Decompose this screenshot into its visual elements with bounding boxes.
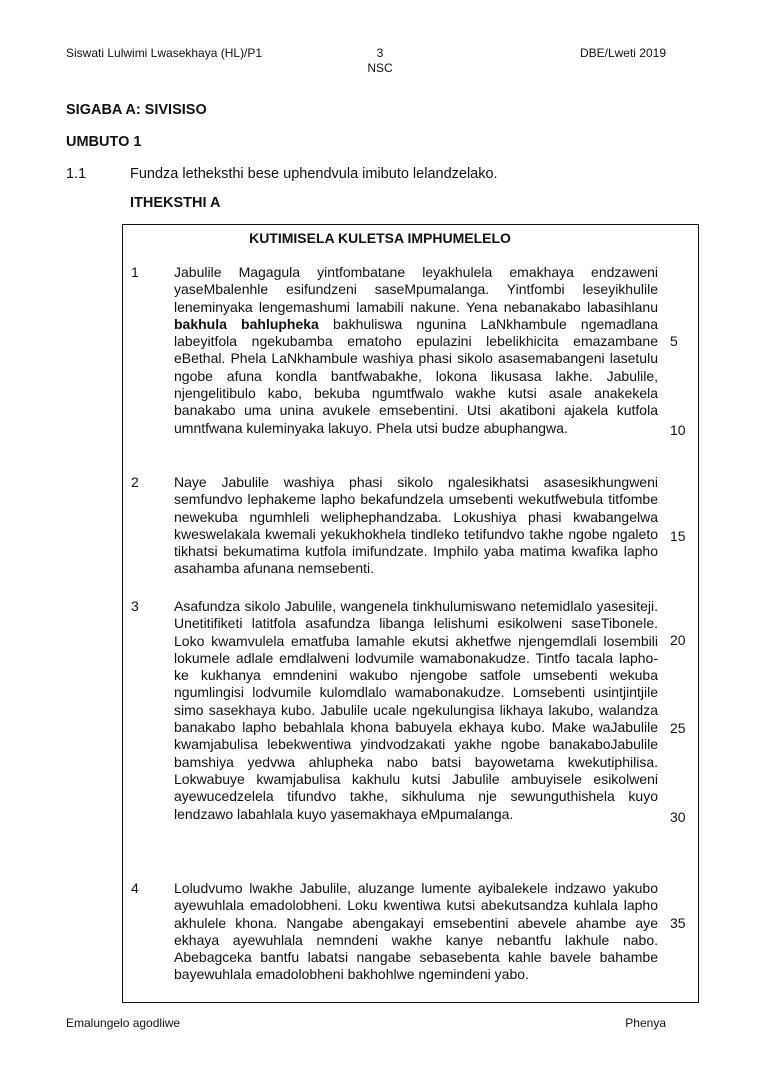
line-number: 20 xyxy=(670,632,686,648)
footer-turn-over: Phenya xyxy=(625,1016,666,1030)
paragraph-number: 1 xyxy=(131,264,139,280)
paragraph-text-part: Jabulile Magagula yintfombatane leyakhulela emakhaya endzaweni yaseMbalenhle esifundzeni saseMpumalanga. Yintfombi leseyikhulile leneminyaka lengemashumi lamabili nakune. Yena nebanakabo labasihlanu xyxy=(174,264,658,315)
header-board: NSC xyxy=(367,61,393,75)
instruction-number: 1.1 xyxy=(66,166,87,182)
line-number: 10 xyxy=(670,422,686,438)
paragraph-text: Loludvumo lwakhe Jabulile, aluzange lumente ayibalekele indzawo yakubo ayewuhlala emadolobheni. Loku kwentiwa kutsi abekutsandza kuhlala lapho akhulele khona. Nangabe abengakayi emsebentini abevele ahambe aye ekhaya ayewuhlala nemndeni wakhe kanye nebantfu lakhule nabo. Abebagceka bantfu labatsi nangabe sebasebenta kahle bavele bahambe bayewuhlala emadolobheni bakhohlwe ngemindeni yabo. xyxy=(174,880,658,983)
paragraph-text: Naye Jabulile washiya phasi sikolo ngalesikhatsi asasesikhungweni semfundvo lephakeme lapho bekafundzela umsebenti wekutfwebula titfombe newekuba ngumhleli weliphephandzaba. Lokushiya phasi kwabangelwa kweswelakala kwemali yekukhokhela tindleko tetifundvo takhe ngobe ngaleto tikhatsi bekumatima kutfola imifundzate. Imphilo yaba matima kwafika lapho asahamba afunana nemsebenti. xyxy=(174,474,658,577)
line-number: 30 xyxy=(670,809,686,825)
paragraph-text-part: bakhuliswa ngunina LaNkhambule ngemadlana labeyitfola ngekubamba ematoho epulazini lebelikhicita emazambane eBethal. Phela LaNkhambule washiya phasi sikolo asasemabangeni lasetulu ngobe afuna kondla bantfwabakhe, lokona likusasa lakhe. Jabulile, njengelitibulo kabo, bekuba ngumtfwalo wakhe kutsi asale anakekela banakabo uma unina avukele emsebentini. Utsi akatiboni ajakela kutfola umntfwana kuleminyaka lakuyo. Phela utsi budze abuphangwa. xyxy=(174,315,658,436)
paragraph-text: Asafundza sikolo Jabulile, wangenela tinkhulumiswano netemidlalo yasesiteji. Unetitifiketi latitfola asafundza libanga lelishumi esikolweni saseTibonele. Loko kwamvulela ematfuba lamahle ekutsi akhetfwe njengemdlali losembili lokumele adlale emdlalweni lodvumile wamabonakudze. Tintfo tacala lapho-ke kukhanya emndenini wakubo njengobe satfole umsebenti wekuba ngumlingisi lodvumile kulomdlalo wamabonakudze. Lomsebenti usintjintjile simo sasekhaya kubo. Jabulile ucale ngekulungisa likhaya lakubo, walandza banakabo lapho bebahlala khona babuyela ekhaya kubo. Make waJabulile kwamjabulisa lebekwentiwa yindvodzakati yakhe ngobe banakaboJabulile bamshiya yedvwa ahlupheka nabo batsi bayowetama kwekutiphilisa. Lokwabuye kwamjabulisa kakhulu kutsi Jabulile ambuyisele esikolweni ayewucedzelela tifundvo takhe, sikhuluma nje sewunguthishela kuyo lendzawo labahlala kuyo yasemakhaya eMpumalanga. xyxy=(174,598,658,822)
line-number: 35 xyxy=(670,915,686,931)
header-date: DBE/Lweti 2019 xyxy=(579,46,666,60)
article-title: KUTIMISELA KULETSA IMPHUMELELO xyxy=(249,230,511,246)
header-subject: Siswati Lulwimi Lwasekhaya (HL)/P1 xyxy=(66,46,263,60)
paragraph-text xyxy=(174,264,658,437)
line-number: 15 xyxy=(670,528,686,544)
section-title: SIGABA A: SIVISISO xyxy=(66,102,207,118)
text-label: ITHEKSTHI A xyxy=(130,195,221,211)
instruction-text: Fundza letheksthi bese uphendvula imibuto lelandzelako. xyxy=(130,166,498,182)
question-title: UMBUTO 1 xyxy=(66,134,142,150)
paragraph-number: 4 xyxy=(131,880,139,896)
page-number: 3 xyxy=(376,46,384,60)
line-number: 25 xyxy=(670,720,686,736)
line-number: 5 xyxy=(670,333,678,349)
paragraph-number: 3 xyxy=(131,598,139,614)
paragraph-number: 2 xyxy=(131,474,139,490)
footer-rights: Emalungelo agodliwe xyxy=(66,1016,181,1030)
bold-phrase: bakhula bahlupheka xyxy=(174,315,319,332)
